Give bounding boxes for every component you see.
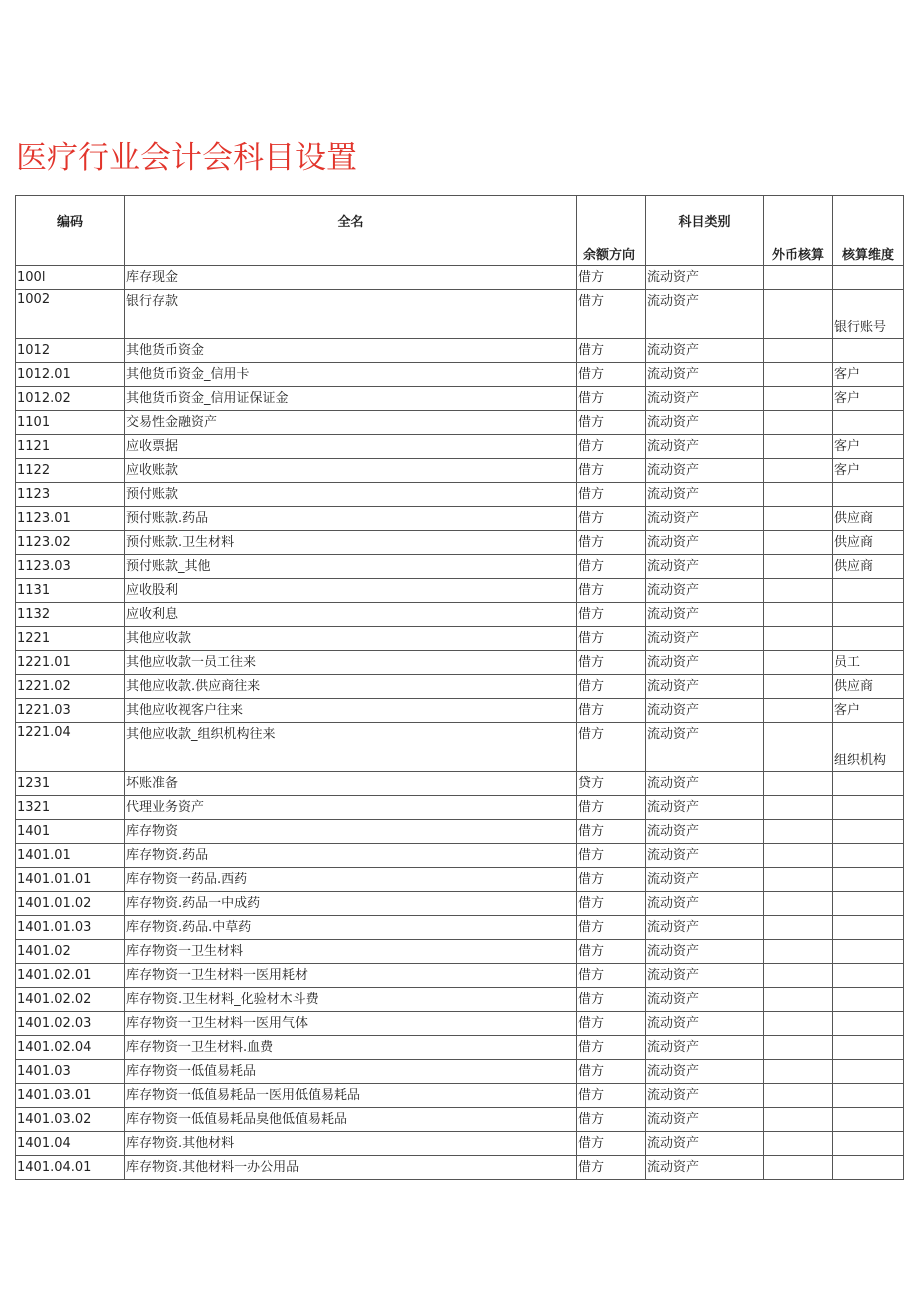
cell-name: 库存物资一卫生材料一医用耗材 — [125, 964, 577, 988]
cell-code: 1221.02 — [16, 675, 125, 699]
cell-name: 库存物资 — [125, 820, 577, 844]
cell-foreign-currency — [764, 459, 833, 483]
cell-foreign-currency — [764, 723, 833, 772]
cell-category: 流动资产 — [646, 699, 764, 723]
cell-dimension: 客户 — [833, 459, 904, 483]
cell-balance-direction: 借方 — [577, 266, 646, 290]
cell-dimension — [833, 772, 904, 796]
cell-name: 其他应收款 — [125, 627, 577, 651]
cell-balance-direction: 借方 — [577, 435, 646, 459]
cell-dimension — [833, 1108, 904, 1132]
cell-foreign-currency — [764, 675, 833, 699]
cell-name: 应收账款 — [125, 459, 577, 483]
cell-code: 1221.03 — [16, 699, 125, 723]
cell-balance-direction: 借方 — [577, 1012, 646, 1036]
cell-name: 应收票据 — [125, 435, 577, 459]
cell-name: 库存物资一低值易耗品一医用低值易耗品 — [125, 1084, 577, 1108]
cell-category: 流动资产 — [646, 1012, 764, 1036]
cell-category: 流动资产 — [646, 940, 764, 964]
cell-category: 流动资产 — [646, 531, 764, 555]
table-row — [16, 916, 904, 940]
cell-dimension — [833, 1132, 904, 1156]
cell-dimension — [833, 820, 904, 844]
cell-foreign-currency — [764, 820, 833, 844]
table-body — [16, 266, 904, 1180]
cell-name: 库存物资一卫生材料一医用气体 — [125, 1012, 577, 1036]
cell-code: 1401.02 — [16, 940, 125, 964]
cell-balance-direction: 借方 — [577, 916, 646, 940]
cell-category: 流动资产 — [646, 387, 764, 411]
cell-name: 其他货币资金_信用证保证金 — [125, 387, 577, 411]
page-title: 医疗行业会计会科目设置 — [16, 140, 357, 176]
cell-balance-direction: 借方 — [577, 723, 646, 772]
cell-foreign-currency — [764, 1084, 833, 1108]
table-row — [16, 1108, 904, 1132]
cell-code: 1401.01.03 — [16, 916, 125, 940]
cell-dimension — [833, 1036, 904, 1060]
cell-category: 流动资产 — [646, 868, 764, 892]
cell-balance-direction: 借方 — [577, 1060, 646, 1084]
table-row — [16, 1060, 904, 1084]
table-row — [16, 1012, 904, 1036]
cell-dimension — [833, 1084, 904, 1108]
cell-code: 1401.03.02 — [16, 1108, 125, 1132]
table-row — [16, 820, 904, 844]
cell-balance-direction: 借方 — [577, 579, 646, 603]
cell-code: 1221 — [16, 627, 125, 651]
cell-dimension: 客户 — [833, 699, 904, 723]
cell-code: 1012.02 — [16, 387, 125, 411]
cell-code: 1401.01.01 — [16, 868, 125, 892]
cell-balance-direction: 贷方 — [577, 772, 646, 796]
cell-foreign-currency — [764, 507, 833, 531]
cell-dimension — [833, 603, 904, 627]
table-row — [16, 603, 904, 627]
cell-code: 1401.01.02 — [16, 892, 125, 916]
table-row — [16, 1036, 904, 1060]
cell-foreign-currency — [764, 1036, 833, 1060]
cell-balance-direction: 借方 — [577, 940, 646, 964]
cell-balance-direction: 借方 — [577, 1108, 646, 1132]
cell-category: 流动资产 — [646, 964, 764, 988]
cell-category: 流动资产 — [646, 507, 764, 531]
cell-category: 流动资产 — [646, 796, 764, 820]
cell-category: 流动资产 — [646, 1156, 764, 1180]
table-row — [16, 651, 904, 675]
cell-name: 库存物资一低值易耗品 — [125, 1060, 577, 1084]
cell-code: 1321 — [16, 796, 125, 820]
cell-dimension — [833, 844, 904, 868]
cell-foreign-currency — [764, 1060, 833, 1084]
cell-code: 1401.02.01 — [16, 964, 125, 988]
cell-dimension — [833, 579, 904, 603]
cell-balance-direction: 借方 — [577, 1036, 646, 1060]
cell-dimension: 供应商 — [833, 675, 904, 699]
cell-category: 流动资产 — [646, 1084, 764, 1108]
cell-category: 流动资产 — [646, 772, 764, 796]
cell-dimension — [833, 796, 904, 820]
cell-category: 流动资产 — [646, 459, 764, 483]
cell-name: 库存现金 — [125, 266, 577, 290]
cell-foreign-currency — [764, 699, 833, 723]
cell-foreign-currency — [764, 387, 833, 411]
cell-category: 流动资产 — [646, 603, 764, 627]
cell-balance-direction: 借方 — [577, 651, 646, 675]
cell-category: 流动资产 — [646, 627, 764, 651]
cell-code: 1221.01 — [16, 651, 125, 675]
cell-dimension: 供应商 — [833, 507, 904, 531]
cell-name: 其他货币资金 — [125, 339, 577, 363]
cell-foreign-currency — [764, 964, 833, 988]
cell-dimension — [833, 988, 904, 1012]
cell-dimension — [833, 892, 904, 916]
cell-dimension: 客户 — [833, 363, 904, 387]
cell-category: 流动资产 — [646, 1108, 764, 1132]
cell-name: 其他应收款_组织机构往来 — [125, 723, 577, 772]
cell-code: 1122 — [16, 459, 125, 483]
cell-name: 库存物资.药品一中成药 — [125, 892, 577, 916]
table-row — [16, 1156, 904, 1180]
cell-dimension — [833, 339, 904, 363]
cell-balance-direction: 借方 — [577, 988, 646, 1012]
cell-name: 预付账款.卫生材料 — [125, 531, 577, 555]
cell-category: 流动资产 — [646, 1036, 764, 1060]
cell-name: 银行存款 — [125, 290, 577, 339]
table-row — [16, 266, 904, 290]
cell-balance-direction: 借方 — [577, 892, 646, 916]
cell-balance-direction: 借方 — [577, 507, 646, 531]
cell-name: 库存物资.其他材料一办公用品 — [125, 1156, 577, 1180]
cell-balance-direction: 借方 — [577, 964, 646, 988]
cell-balance-direction: 借方 — [577, 1132, 646, 1156]
cell-balance-direction: 借方 — [577, 459, 646, 483]
cell-dimension — [833, 627, 904, 651]
cell-foreign-currency — [764, 868, 833, 892]
cell-foreign-currency — [764, 363, 833, 387]
cell-dimension: 客户 — [833, 387, 904, 411]
table-row — [16, 579, 904, 603]
cell-category: 流动资产 — [646, 651, 764, 675]
table-row — [16, 290, 904, 339]
table-row — [16, 868, 904, 892]
cell-code: 1401.04 — [16, 1132, 125, 1156]
cell-dimension: 银行账号 — [833, 290, 904, 339]
cell-balance-direction: 借方 — [577, 483, 646, 507]
cell-foreign-currency — [764, 1132, 833, 1156]
cell-foreign-currency — [764, 555, 833, 579]
cell-foreign-currency — [764, 579, 833, 603]
cell-name: 其他应收款.供应商往来 — [125, 675, 577, 699]
cell-foreign-currency — [764, 290, 833, 339]
cell-foreign-currency — [764, 1012, 833, 1036]
cell-code: 1131 — [16, 579, 125, 603]
cell-balance-direction: 借方 — [577, 411, 646, 435]
cell-category: 流动资产 — [646, 290, 764, 339]
cell-code: 1231 — [16, 772, 125, 796]
cell-name: 预付账款.药品 — [125, 507, 577, 531]
cell-balance-direction: 借方 — [577, 796, 646, 820]
cell-category: 流动资产 — [646, 916, 764, 940]
cell-foreign-currency — [764, 483, 833, 507]
cell-foreign-currency — [764, 339, 833, 363]
cell-category: 流动资产 — [646, 1060, 764, 1084]
table-row — [16, 363, 904, 387]
table-row — [16, 964, 904, 988]
table-row — [16, 772, 904, 796]
cell-foreign-currency — [764, 435, 833, 459]
header-foreign-currency: 外币核算 — [764, 196, 833, 266]
cell-balance-direction: 借方 — [577, 603, 646, 627]
header-balance-direction: 余额方向 — [577, 196, 646, 266]
cell-dimension — [833, 1012, 904, 1036]
cell-category: 流动资产 — [646, 555, 764, 579]
table-row — [16, 844, 904, 868]
cell-code: 1123.02 — [16, 531, 125, 555]
cell-balance-direction: 借方 — [577, 820, 646, 844]
cell-category: 流动资产 — [646, 844, 764, 868]
header-name: 全名 — [125, 196, 577, 266]
cell-dimension: 组织机构 — [833, 723, 904, 772]
cell-name: 库存物资一卫生材料.血费 — [125, 1036, 577, 1060]
cell-name: 库存物资.药品 — [125, 844, 577, 868]
cell-dimension — [833, 411, 904, 435]
table-row — [16, 555, 904, 579]
accounts-table — [15, 195, 904, 1180]
cell-code: 1012 — [16, 339, 125, 363]
cell-category: 流动资产 — [646, 723, 764, 772]
cell-name: 其他货币资金_信用卡 — [125, 363, 577, 387]
cell-name: 库存物资.其他材料 — [125, 1132, 577, 1156]
cell-foreign-currency — [764, 603, 833, 627]
cell-balance-direction: 借方 — [577, 1156, 646, 1180]
cell-name: 应收利息 — [125, 603, 577, 627]
cell-code: 1401.04.01 — [16, 1156, 125, 1180]
cell-name: 预付账款 — [125, 483, 577, 507]
cell-name: 其他应收款一员工往来 — [125, 651, 577, 675]
cell-foreign-currency — [764, 1108, 833, 1132]
cell-category: 流动资产 — [646, 892, 764, 916]
cell-balance-direction: 借方 — [577, 844, 646, 868]
cell-code: 1123 — [16, 483, 125, 507]
cell-name: 预付账款_其他 — [125, 555, 577, 579]
cell-category: 流动资产 — [646, 363, 764, 387]
table-header-row — [16, 196, 904, 266]
table-row — [16, 723, 904, 772]
cell-foreign-currency — [764, 916, 833, 940]
cell-name: 坏账准备 — [125, 772, 577, 796]
cell-foreign-currency — [764, 772, 833, 796]
cell-dimension: 员工 — [833, 651, 904, 675]
cell-balance-direction: 借方 — [577, 675, 646, 699]
cell-name: 库存物资一卫生材料 — [125, 940, 577, 964]
cell-name: 应收股利 — [125, 579, 577, 603]
cell-dimension — [833, 964, 904, 988]
cell-dimension: 供应商 — [833, 555, 904, 579]
cell-balance-direction: 借方 — [577, 387, 646, 411]
cell-dimension — [833, 266, 904, 290]
table-row — [16, 507, 904, 531]
cell-code: 1401.02.03 — [16, 1012, 125, 1036]
cell-foreign-currency — [764, 266, 833, 290]
cell-code: 1401.02.02 — [16, 988, 125, 1012]
cell-name: 交易性金融资产 — [125, 411, 577, 435]
cell-balance-direction: 借方 — [577, 555, 646, 579]
table-row — [16, 411, 904, 435]
table-row — [16, 531, 904, 555]
table-row — [16, 483, 904, 507]
cell-balance-direction: 借方 — [577, 868, 646, 892]
cell-dimension — [833, 483, 904, 507]
cell-code: 1401.02.04 — [16, 1036, 125, 1060]
cell-foreign-currency — [764, 651, 833, 675]
cell-name: 库存物资.卫生材料_化验材木斗费 — [125, 988, 577, 1012]
cell-category: 流动资产 — [646, 675, 764, 699]
cell-dimension — [833, 868, 904, 892]
cell-name: 其他应收视客户往来 — [125, 699, 577, 723]
header-category: 科目类别 — [646, 196, 764, 266]
cell-balance-direction: 借方 — [577, 363, 646, 387]
cell-code: 1121 — [16, 435, 125, 459]
cell-code: 1132 — [16, 603, 125, 627]
cell-code: 1221.04 — [16, 723, 125, 772]
cell-foreign-currency — [764, 892, 833, 916]
cell-dimension — [833, 1060, 904, 1084]
cell-code: 1012.01 — [16, 363, 125, 387]
cell-balance-direction: 借方 — [577, 699, 646, 723]
table-row — [16, 892, 904, 916]
cell-name: 代理业务资产 — [125, 796, 577, 820]
cell-category: 流动资产 — [646, 483, 764, 507]
cell-category: 流动资产 — [646, 1132, 764, 1156]
cell-foreign-currency — [764, 411, 833, 435]
header-code: 编码 — [16, 196, 125, 266]
cell-foreign-currency — [764, 627, 833, 651]
cell-foreign-currency — [764, 988, 833, 1012]
cell-dimension — [833, 916, 904, 940]
table-row — [16, 796, 904, 820]
table-row — [16, 435, 904, 459]
cell-category: 流动资产 — [646, 435, 764, 459]
cell-category: 流动资产 — [646, 411, 764, 435]
table-row — [16, 627, 904, 651]
cell-foreign-currency — [764, 844, 833, 868]
table-row — [16, 459, 904, 483]
cell-code: 1002 — [16, 290, 125, 339]
table-row — [16, 988, 904, 1012]
cell-category: 流动资产 — [646, 266, 764, 290]
cell-balance-direction: 借方 — [577, 339, 646, 363]
cell-code: 1401.01 — [16, 844, 125, 868]
cell-code: 1123.03 — [16, 555, 125, 579]
cell-foreign-currency — [764, 940, 833, 964]
cell-dimension: 供应商 — [833, 531, 904, 555]
cell-category: 流动资产 — [646, 820, 764, 844]
cell-foreign-currency — [764, 796, 833, 820]
cell-code: 1401.03 — [16, 1060, 125, 1084]
cell-balance-direction: 借方 — [577, 627, 646, 651]
cell-foreign-currency — [764, 1156, 833, 1180]
cell-category: 流动资产 — [646, 339, 764, 363]
cell-category: 流动资产 — [646, 579, 764, 603]
table-row — [16, 1084, 904, 1108]
table-row — [16, 387, 904, 411]
cell-balance-direction: 借方 — [577, 1084, 646, 1108]
cell-balance-direction: 借方 — [577, 531, 646, 555]
table-row — [16, 339, 904, 363]
cell-dimension — [833, 940, 904, 964]
cell-code: 1101 — [16, 411, 125, 435]
cell-code: 1123.01 — [16, 507, 125, 531]
header-dimension: 核算维度 — [833, 196, 904, 266]
cell-name: 库存物资一低值易耗品臭他低值易耗品 — [125, 1108, 577, 1132]
cell-dimension: 客户 — [833, 435, 904, 459]
table-row — [16, 940, 904, 964]
cell-code: 1401.03.01 — [16, 1084, 125, 1108]
cell-code: 1401 — [16, 820, 125, 844]
cell-name: 库存物资.药品.中草药 — [125, 916, 577, 940]
cell-category: 流动资产 — [646, 988, 764, 1012]
cell-balance-direction: 借方 — [577, 290, 646, 339]
table-row — [16, 1132, 904, 1156]
cell-name: 库存物资一药品.西药 — [125, 868, 577, 892]
table-row — [16, 675, 904, 699]
cell-code: 100l — [16, 266, 125, 290]
table-row — [16, 699, 904, 723]
cell-dimension — [833, 1156, 904, 1180]
cell-foreign-currency — [764, 531, 833, 555]
